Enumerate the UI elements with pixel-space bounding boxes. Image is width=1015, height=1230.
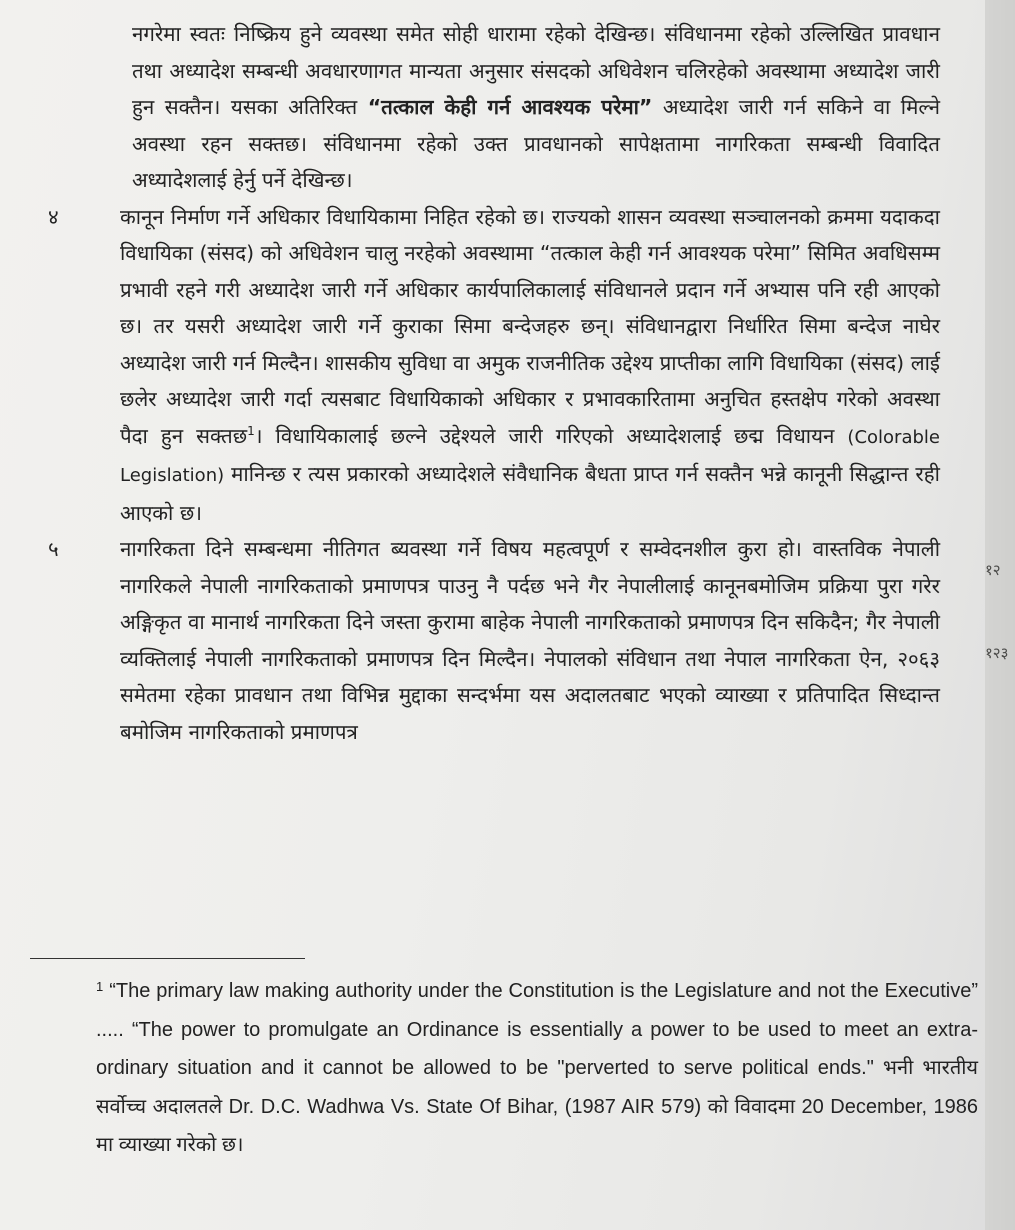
edge-page-number-upper: १२ <box>985 561 1001 579</box>
footnote-text: “The primary law making authority under the Constitution is the Legislature and not the Executive” ..... “The power to promulgate an Ordinance is essentially a power to be used to meet an extra-ordinary situation and it cannot be allowed to be "perverted to serve political ends." भनी भारतीय सर्वोच्च अदालतले Dr. D.C. Wadhwa Vs. State Of Bihar, (1987 AIR 579) को विवादमा 20 December, 1986 मा व्याख्या गरेको छ। <box>96 980 978 1156</box>
paragraph-text-continued: अध्यादेश जारी गर्न सकिने वा मिल्ने अवस्था रहन सक्तछ। संविधानमा रहेको उक्त प्रावधानको सापेक्षतामा नागरिकता सम्बन्धी विवादित अध्यादेशलाई हेर्नु पर्ने देखिन्छ। <box>132 95 940 192</box>
latin-term: (Colorable Legislation) <box>120 426 940 486</box>
edge-page-number-lower: १२३ <box>985 644 1009 662</box>
paragraph-text: कानून निर्माण गर्ने अधिकार विधायिकामा निहित रहेको छ। राज्यको शासन व्यवस्था सञ्चालनको क्रममा यदाकदा विधायिका (संसद) को अधिवेशन चालु नरहेको अवस्थामा “तत्काल केही गर्न आवश्यक परेमा” सिमित अवधिसम्म प्रभावी रहने गरी अध्यादेश जारी गर्ने अधिकार कार्यपालिकालाई संविधानले प्रदान गर्ने अभ्यास पनि रही आएको छ। तर यसरी अध्यादेश जारी गर्ने कुराका सिमा बन्देजहरु छन्। संविधानद्वारा निर्धारित सिमा बन्देज नाघेर अध्यादेश जारी गर्न मिल्दैन। शासकीय सुविधा वा अमुक राजनीतिक उद्देश्य प्राप्तीका लागि विधायिका (संसद) लाई छलेर अध्यादेश जारी गर्दा त्यसबाट विधायिकाको अधिकार र प्रभावकारितामा अनुचित हस्तक्षेप गरेको अवस्था पैदा हुन सक्तछ <box>120 204 940 448</box>
paragraph-4 <box>48 199 940 532</box>
footnote-separator <box>30 958 305 959</box>
quoted-phrase-bold: “तत्काल केही गर्न आवश्यक परेमा” <box>367 95 653 119</box>
footnote <box>96 968 978 1165</box>
paragraph-continuation <box>70 16 940 199</box>
paragraph-number: ५ <box>48 537 59 561</box>
body-text <box>48 16 940 750</box>
paragraph-text-end: मानिन्छ र त्यस प्रकारको अध्यादेशले संवैधानिक बैधता प्राप्त गर्न सक्तैन भन्ने कानूनी सिद्धान्त रही आएको छ। <box>120 462 940 525</box>
paragraph-text-continued: । विधायिकालाई छल्ने उद्देश्यले जारी गरिएको अध्यादेशलाई छद्म विधायन <box>254 423 848 448</box>
paragraph-5 <box>48 531 940 750</box>
footnote-reference[interactable]: 1 <box>247 423 255 438</box>
paragraph-number: ४ <box>48 204 59 229</box>
footnote-number: 1 <box>96 979 104 994</box>
underlying-page <box>985 0 1015 1230</box>
paragraph-text: नागरिकता दिने सम्बन्धमा नीतिगत ब्यवस्था गर्ने विषय महत्वपूर्ण र सम्वेदनशील कुरा हो। वास्तविक नेपाली नागरिकले नेपाली नागरिकताको प्रमाणपत्र पाउनु नै पर्दछ भने गैर नेपालीलाई कानूनबमोजिम प्रक्रिया पुरा गरेर अङ्गिकृत वा मानार्थ नागरिकता दिने जस्ता कुरामा बाहेक नेपाली नागरिकताको प्रमाणपत्र दिन सकिदैन; गैर नेपाली व्यक्तिलाई नेपाली नागरिकताको प्रमाणपत्र दिन मिल्दैन। नेपालको संविधान तथा नेपाल नागरिकता ऐन, २०६३ समेतमा रहेका प्रावधान तथा विभिन्न मुद्दाका सन्दर्भमा यस अदालतबाट भएको व्याख्या र प्रतिपादित सिध्दान्त बमोजिम नागरिकताको प्रमाणपत्र <box>120 537 940 744</box>
paragraph-text: नगरेमा स्वतः निष्क्रिय हुने व्यवस्था समेत सोही धारामा रहेको देखिन्छ। संविधानमा रहेको उल्लिखित प्रावधान तथा अध्यादेश सम्बन्धी अवधारणागत मान्यता अनुसार संसदको अधिवेशन चलिरहेको अवस्थामा अध्यादेश जारी हुन सक्तैन। यसका अतिरिक्त <box>132 22 940 119</box>
